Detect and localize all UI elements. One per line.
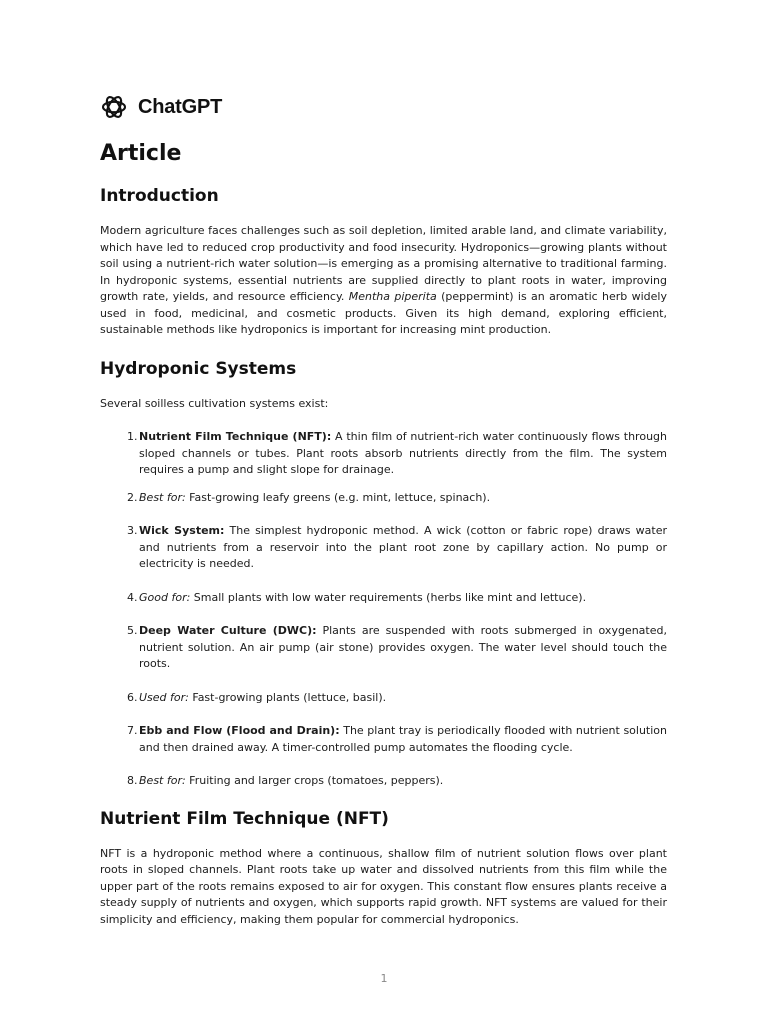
list-item bbox=[100, 623, 667, 673]
list-item-label: Used for: bbox=[139, 690, 189, 704]
list-number: 5. bbox=[127, 624, 138, 637]
list-item bbox=[100, 590, 667, 607]
list-item-label: Deep Water Culture (DWC): bbox=[139, 624, 317, 637]
list-number: 1. bbox=[127, 430, 138, 443]
list-item-text: Plants are suspended with roots submerged in oxygenated, nutrient solution. An air pump (air stone) provides oxygen. The water level should touch the roots. bbox=[139, 624, 667, 670]
list-number: 2. bbox=[127, 490, 138, 504]
paragraph-introduction bbox=[100, 223, 667, 339]
page-number: 1 bbox=[380, 972, 388, 985]
list-number: 7. bbox=[127, 724, 138, 737]
list-item-label: Best for: bbox=[139, 490, 186, 504]
list-number: 4. bbox=[127, 590, 138, 604]
species-name: Mentha piperita bbox=[348, 290, 437, 303]
heading-introduction: Introduction bbox=[100, 186, 219, 206]
list-item bbox=[100, 523, 667, 573]
list-item-text: Fast-growing leafy greens (e.g. mint, lettuce, spinach). bbox=[185, 490, 491, 504]
list-number: 8. bbox=[127, 774, 138, 787]
list-item-label: Good for: bbox=[139, 590, 191, 604]
article-title: Article bbox=[100, 141, 182, 166]
list-item-text: The simplest hydroponic method. A wick (cotton or fabric rope) draws water and nutrients from a reservoir into the plant root zone by capillary action. No pump or electricity is needed. bbox=[139, 524, 667, 570]
openai-logo-icon bbox=[100, 93, 128, 121]
document-page bbox=[100, 92, 667, 928]
list-item-text: Small plants with low water requirements (herbs like mint and lettuce). bbox=[190, 590, 587, 604]
intro-text-part-2: (peppermint) is an aromatic herb widely used in food, medicinal, and cosmetic products. Given its high demand, exploring efficient, sustainable methods like hydroponics is important for increasing mint production. bbox=[100, 290, 667, 336]
list-item bbox=[100, 429, 667, 479]
list-item-text: A thin film of nutrient-rich water continuously flows through sloped channels or tubes. Plant roots absorb nutrients directly from the film. The system requires a pump and slight slope for drainage. bbox=[139, 430, 667, 476]
list-item-text: Fast-growing plants (lettuce, basil). bbox=[188, 690, 387, 704]
paragraph-nft: NFT is a hydroponic method where a continuous, shallow film of nutrient solution flows over plant roots in sloped channels. Plant roots take up water and dissolved nutrients from this film while the upper part of the roots remains exposed to air for oxygen. This constant flow ensures plants receive a steady supply of nutrients and oxygen, which supports rapid growth. NFT systems are valued for their simplicity and efficiency, making them popular for commercial hydroponics. bbox=[100, 846, 667, 926]
heading-hydroponic-systems: Hydroponic Systems bbox=[100, 358, 297, 379]
list-item-label: Best for: bbox=[139, 774, 186, 787]
systems-list bbox=[100, 429, 667, 790]
brand-header bbox=[100, 92, 667, 122]
list-item bbox=[100, 490, 667, 507]
brand-name: ChatGPT bbox=[138, 95, 223, 118]
list-item bbox=[100, 690, 667, 707]
list-item-label: Ebb and Flow (Flood and Drain): bbox=[139, 724, 340, 737]
list-number: 3. bbox=[127, 524, 138, 537]
list-number: 6. bbox=[127, 690, 138, 704]
intro-text-part-1: Modern agriculture faces challenges such as soil depletion, limited arable land, and climate variability, which have led to reduced crop productivity and food insecurity. Hydroponics—growing plants without soil using a nutrient-rich water solution—is emerging as a promising alternative to traditional farming. In hydroponic systems, essential nutrients are supplied directly to plant roots in water, improving growth rate, yields, and resource efficiency. bbox=[100, 224, 667, 303]
list-item bbox=[100, 773, 667, 790]
heading-nft: Nutrient Film Technique (NFT) bbox=[100, 808, 389, 829]
list-item-label: Nutrient Film Technique (NFT): bbox=[139, 430, 332, 443]
list-item-text: Fruiting and larger crops (tomatoes, peppers). bbox=[185, 774, 444, 787]
list-item-text: The plant tray is periodically flooded with nutrient solution and then drained away. A timer-controlled pump automates the flooding cycle. bbox=[139, 724, 668, 754]
list-item-label: Wick System: bbox=[139, 524, 225, 537]
paragraph-systems-lead: Several soilless cultivation systems exist: bbox=[100, 396, 329, 410]
list-item bbox=[100, 723, 667, 756]
